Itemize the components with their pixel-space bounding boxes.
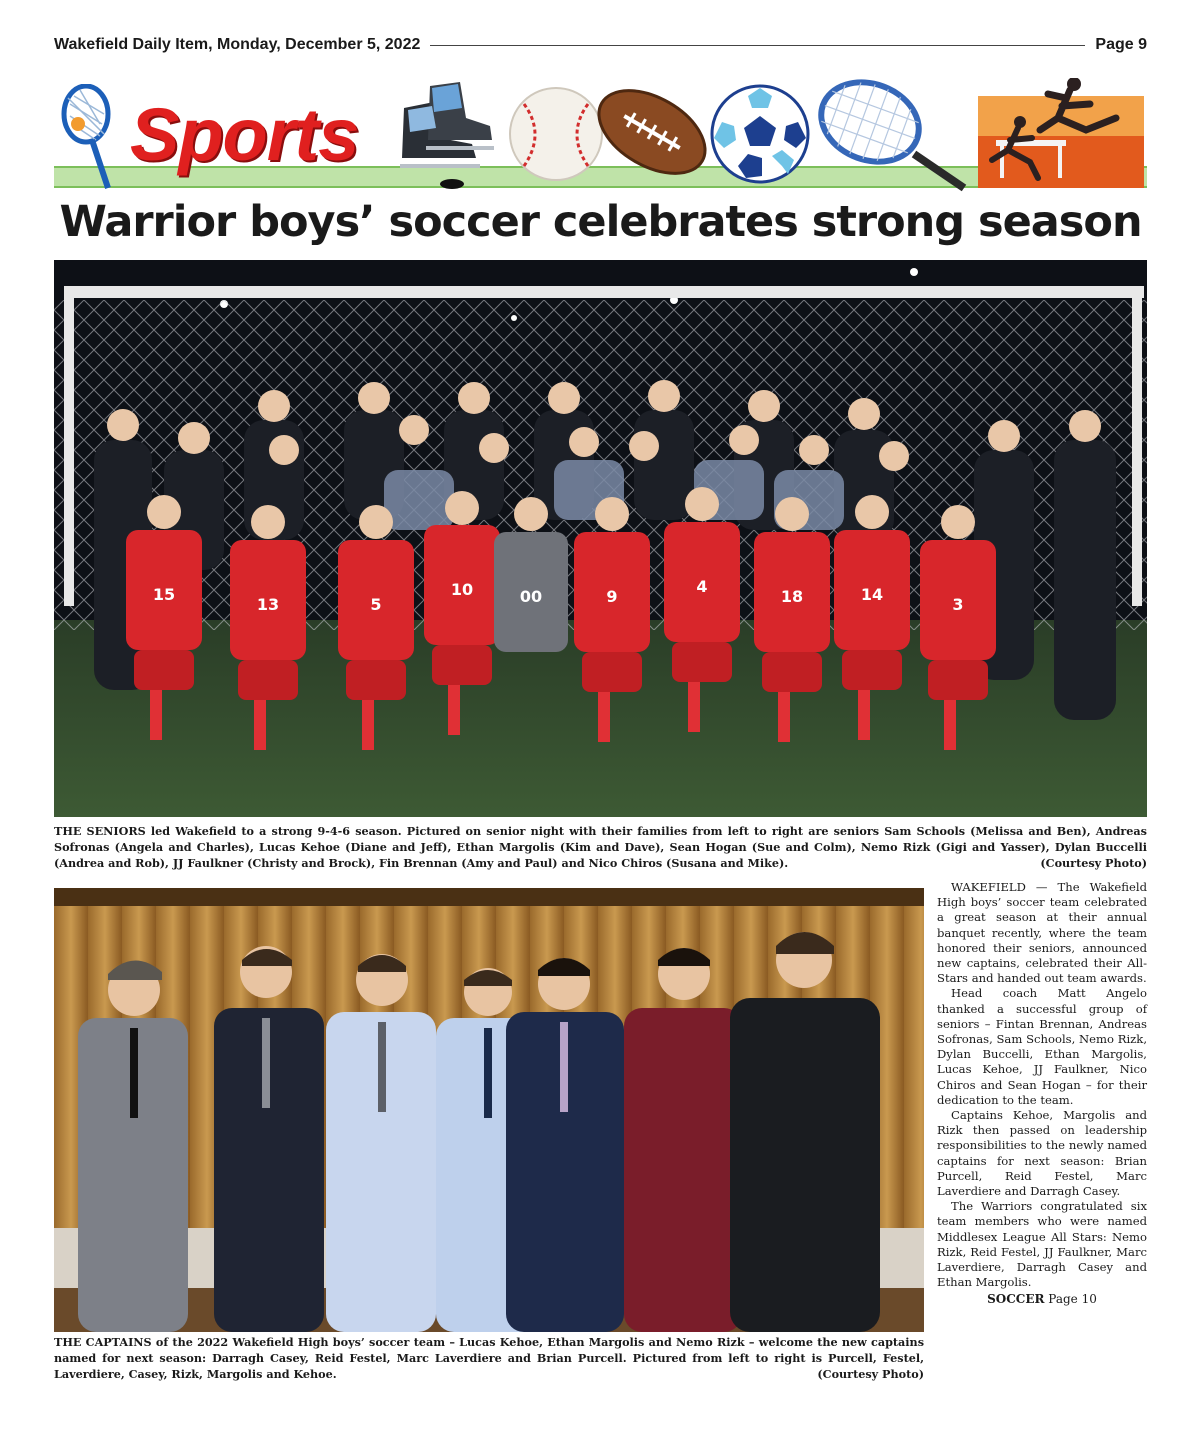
lacrosse-stick-icon <box>56 84 122 190</box>
jersey-number: 4 <box>696 577 708 596</box>
football-icon <box>592 72 712 192</box>
jersey-number: 3 <box>952 595 964 614</box>
captains-caption-body: of the 2022 Wakefield High boys’ soccer team – Lucas Kehoe, Ethan Margolis and Nemo Rizk – welcome the new captains named for next season: Darragh Casey, Reid Festel, Marc Laverdiere and Brian Purcell. Pictured from left to right is Purcell, Festel, Laverdiere, Casey, Rizk, Margolis and Kehoe. <box>54 1335 924 1381</box>
jersey-number: 00 <box>519 587 543 606</box>
baseball-icon <box>506 84 606 184</box>
ice-skates-icon <box>384 78 496 190</box>
jersey-number: 15 <box>152 585 176 604</box>
seniors-caption <box>54 823 1147 871</box>
jump-page: Page 10 <box>1048 1292 1097 1307</box>
sports-banner <box>54 70 1147 195</box>
tennis-racket-icon <box>814 76 974 192</box>
captains-caption-kicker: THE CAPTAINS <box>54 1335 152 1349</box>
story-paragraph: Captains Kehoe, Margolis and Rizk then passed on leadership responsibilities to the newly named captains for next season: Brian Purcell, Reid Festel, Marc Laverdiere and Darragh Casey. <box>937 1108 1147 1199</box>
seniors-photo-illustration <box>54 260 1147 817</box>
captains-caption <box>54 1334 924 1382</box>
story-paragraph: The Warriors congratulated six team members who were named Middlesex League All Stars: Nemo Rizk, Reid Festel, JJ Faulkner, Marc Laverdiere, Darragh Casey and Ethan Margolis. <box>937 1199 1147 1290</box>
folio-rule <box>430 45 1085 46</box>
folio-line <box>54 34 1147 56</box>
captains-caption-credit: (Courtesy Photo) <box>817 1367 924 1381</box>
soccer-ball-icon <box>708 82 812 186</box>
jersey-number: 13 <box>256 595 280 614</box>
jersey-number: 18 <box>780 587 804 606</box>
story-column <box>937 880 1147 1308</box>
folio-publication-date: Wakefield Daily Item, Monday, December 5, 2022 <box>54 36 421 53</box>
folio-page-number: Page 9 <box>1095 36 1147 53</box>
jersey-number: 5 <box>370 595 382 614</box>
jersey-number: 10 <box>450 580 474 599</box>
hurdler-icon <box>978 78 1144 188</box>
sports-title: Sports <box>130 93 359 176</box>
continued-jump-line[interactable] <box>937 1292 1147 1307</box>
story-paragraph: Head coach Matt Angelo thanked a successful group of seniors – Fintan Brennan, Andreas Sofronas, Sam Schools, Nemo Rizk, Dylan Buccelli, Ethan Margolis, Lucas Kehoe, JJ Faulkner, Nico Chiros and Sean Hogan – for their dedication to the team. <box>937 986 1147 1107</box>
headline: Warrior boys’ soccer celebrates strong season <box>59 197 1142 247</box>
jump-label: SOCCER <box>987 1292 1045 1307</box>
story-paragraph: WAKEFIELD — The Wakefield High boys’ soccer team celebrated a great season at their annual banquet recently, where the team honored their seniors, announced new captains, celebrated their All-Stars and handed out team awards. <box>937 880 1147 986</box>
seniors-caption-credit: (Courtesy Photo) <box>1040 856 1147 870</box>
captains-photo-illustration <box>54 888 924 1332</box>
seniors-caption-kicker: THE SENIORS <box>54 824 146 838</box>
jersey-number: 9 <box>606 587 618 606</box>
seniors-photo <box>54 260 1147 817</box>
seniors-caption-body: led Wakefield to a strong 9-4-6 season. Pictured on senior night with their families from left to right are seniors Sam Schools (Melissa and Ben), Andreas Sofronas (Angela and Charles), Lucas Kehoe (Diane and Jeff), Ethan Margolis (Kim and Dave), Sean Hogan (Sue and Colm), Nemo Rizk (Gigi and Yasser), Dylan Buccelli (Andrea and Rob), JJ Faulkner (Christy and Brock), Fin Brennan (Amy and Paul) and Nico Chiros (Susana and Mike). <box>54 824 1147 870</box>
captains-photo <box>54 888 924 1332</box>
jersey-number: 14 <box>860 585 884 604</box>
